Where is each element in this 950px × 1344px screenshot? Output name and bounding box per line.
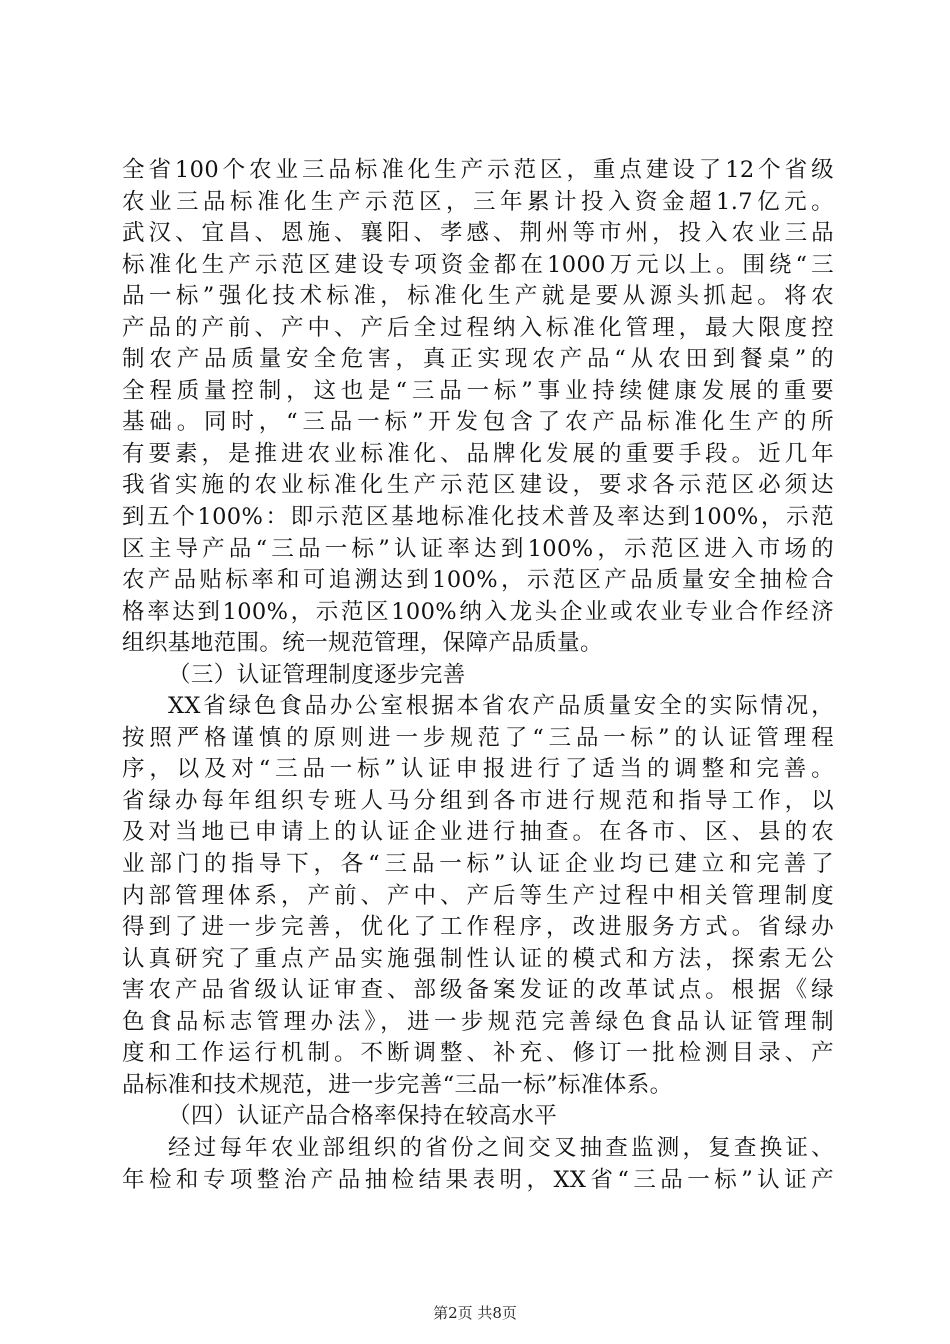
text-line: 品标准和技术规范，进一步完善“三品一标”标准体系。 — [122, 1071, 673, 1098]
text-line: 全省100个农业三品标准化生产示范区，重点建设了12个省级 — [122, 157, 834, 183]
text-line: 省绿办每年组织专班人马分组到各市进行规范和指导工作，以 — [122, 787, 834, 814]
text-line: 组织基地范围。统一规范管理，保障产品质量。 — [122, 630, 603, 657]
text-line: 品一标”强化技术标准，标准化生产就是要从源头抓起。将农 — [122, 283, 834, 310]
text-line: 标准化生产示范区建设专项资金都在1000万元以上。围绕“三 — [122, 251, 834, 278]
text-line: 害农产品省级认证审查、部级备案发证的改革试点。根据《绿 — [122, 977, 834, 1004]
section-heading: （四）认证产品合格率保持在较高水平 — [168, 1103, 558, 1130]
document-body — [122, 155, 834, 1196]
text-line: 度和工作运行机制。不断调整、补充、修订一批检测目录、产 — [122, 1040, 834, 1067]
text-line: XX省绿色食品办公室根据本省农产品质量安全的实际情况， — [168, 693, 834, 720]
text-line: 按照严格谨慎的原则进一步规范了“三品一标”的认证管理程 — [122, 724, 834, 751]
text-line: 产品的产前、产中、产后全过程纳入标准化管理，最大限度控 — [122, 314, 834, 341]
text-line: 序，以及对“三品一标”认证申报进行了适当的调整和完善。 — [122, 756, 834, 783]
text-line: 内部管理体系，产前、产中、产后等生产过程中相关管理制度 — [122, 882, 834, 909]
text-line: 业部门的指导下，各“三品一标”认证企业均已建立和完善了 — [122, 851, 834, 878]
text-line: 农业三品标准化生产示范区，三年累计投入资金超1.7亿元。 — [122, 188, 834, 215]
text-line: 格率达到100%，示范区100%纳入龙头企业或农业专业合作经济 — [122, 598, 834, 625]
text-line: 到五个100%：即示范区基地标准化技术普及率达到100%，示范 — [122, 504, 834, 531]
text-line: 基础。同时，“三品一标”开发包含了农产品标准化生产的所 — [122, 409, 834, 436]
text-line: 年检和专项整治产品抽检结果表明，XX省“三品一标”认证产 — [122, 1166, 834, 1193]
text-line: 认真研究了重点产品实施强制性认证的模式和方法，探索无公 — [122, 945, 834, 972]
text-line: 武汉、宜昌、恩施、襄阳、孝感、荆州等市州，投入农业三品 — [122, 220, 834, 247]
text-line: 区主导产品“三品一标”认证率达到100%，示范区进入市场的 — [122, 535, 834, 562]
text-line: 及对当地已申请上的认证企业进行抽查。在各市、区、县的农 — [122, 819, 834, 846]
text-line: 我省实施的农业标准化生产示范区建设，要求各示范区必须达 — [122, 472, 834, 499]
text-line: 农产品贴标率和可追溯达到100%，示范区产品质量安全抽检合 — [122, 567, 834, 594]
text-line: 色食品标志管理办法》，进一步规范完善绿色食品认证管理制 — [122, 1008, 834, 1035]
page-footer: 第2页 共8页 — [433, 1304, 517, 1322]
text-line: 全程质量控制，这也是“三品一标”事业持续健康发展的重要 — [122, 377, 834, 404]
text-line: 有要素，是推进农业标准化、品牌化发展的重要手段。近几年 — [122, 440, 834, 467]
text-line: 经过每年农业部组织的省份之间交叉抽查监测，复查换证、 — [168, 1134, 834, 1161]
text-line: 制农产品质量安全危害，真正实现农产品“从农田到餐桌”的 — [122, 346, 834, 373]
text-line: 得到了进一步完善，优化了工作程序，改进服务方式。省绿办 — [122, 914, 834, 941]
section-heading: （三）认证管理制度逐步完善 — [168, 661, 466, 688]
